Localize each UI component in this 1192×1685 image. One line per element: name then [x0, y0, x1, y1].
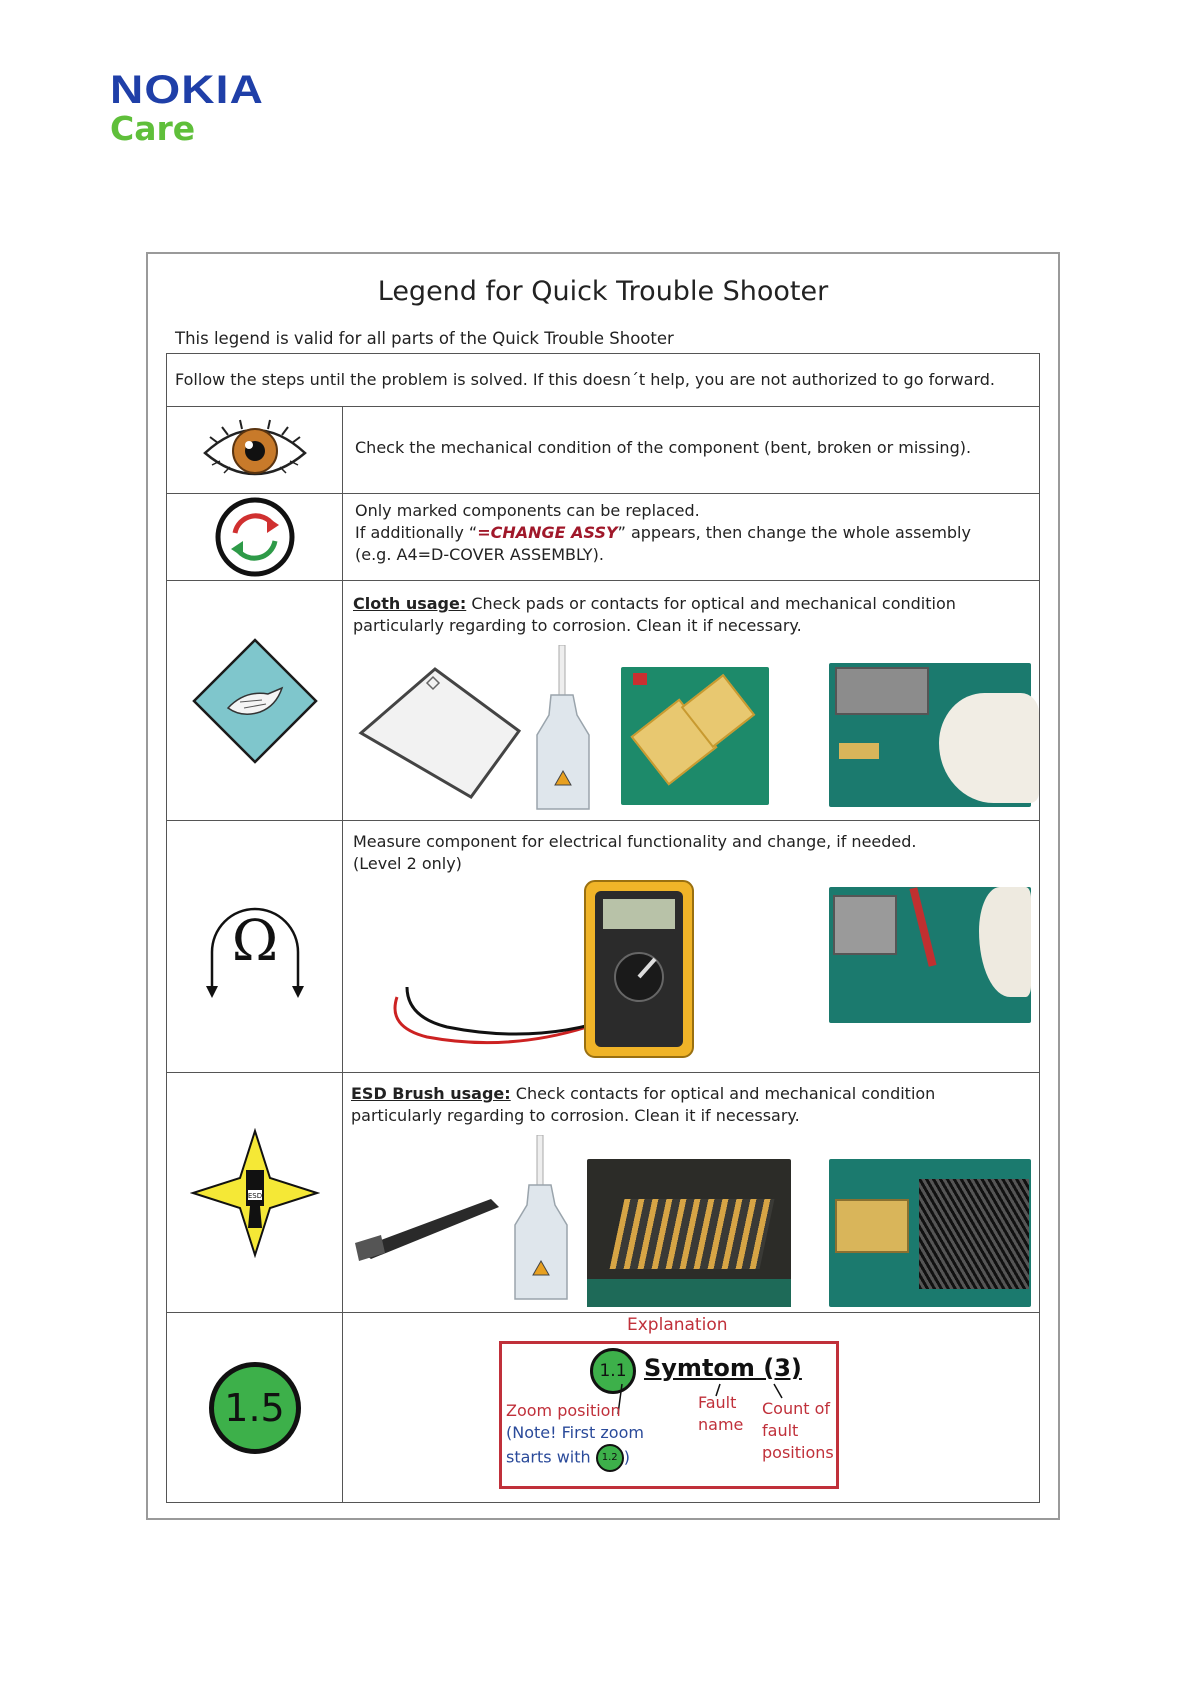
change-assy-label: =CHANGE ASSY [477, 523, 618, 542]
legend-row-esd-brush [167, 1072, 1039, 1312]
cleaning-bottle-photo-2 [511, 1135, 571, 1305]
count-label-1: Count of [762, 1399, 831, 1418]
legend-row-eye [167, 406, 1039, 493]
legend-row-measure [167, 820, 1039, 1072]
legend-row-cloth [167, 580, 1039, 820]
replace-line-3: (e.g. A4=D-COVER ASSEMBLY). [355, 545, 604, 564]
replace-line-2 [355, 522, 971, 544]
esd-brush-photo [351, 1193, 501, 1263]
measure-line-1: Measure component for electrical functionality and change, if needed. [353, 832, 917, 851]
pcb-probe-photo [829, 887, 1031, 1023]
replace-line-2-pre: If additionally “ [355, 523, 478, 542]
intro-text: Follow the steps until the problem is solved. If this doesn´t help, you are not authorized to go forward. [175, 370, 995, 389]
intro-row [167, 354, 1039, 406]
replace-line-1: Only marked components can be replaced. [355, 501, 700, 520]
esd-text: Check contacts for optical and mechanical condition [510, 1084, 936, 1103]
cloth-icon [167, 581, 343, 820]
zoom-badge-icon [167, 1313, 343, 1502]
legend-row-zoom [167, 1312, 1039, 1502]
cloth-line-2: particularly regarding to corrosion. Clean it if necessary. [353, 616, 802, 635]
pcb-brush-photo [829, 1159, 1031, 1307]
zoom-note: (Note! First zoom [506, 1423, 644, 1442]
connector-pins-photo [587, 1159, 791, 1307]
explanation-heading: Explanation [627, 1315, 728, 1335]
logo-brand: NOKIA [110, 68, 264, 112]
esd-badge: ESD [247, 1191, 262, 1200]
symptom-bubble: 1.1 [590, 1348, 636, 1394]
logo-sub: Care [110, 109, 196, 148]
cloth-photo [353, 661, 523, 801]
cloth-text: Check pads or contacts for optical and mechanical condition [466, 594, 956, 613]
zoom-note-2 [506, 1444, 644, 1472]
esd-line-1 [351, 1083, 935, 1105]
legend-row-replace [167, 493, 1039, 580]
count-label-2: fault [762, 1421, 799, 1440]
eye-row-text: Check the mechanical condition of the component (bent, broken or missing). [355, 438, 972, 457]
esd-line-2: particularly regarding to corrosion. Clean it if necessary. [351, 1106, 800, 1125]
symptom-title: Symtom (3) [644, 1354, 802, 1382]
legend-table [166, 353, 1040, 1503]
cloth-line-1 [353, 593, 956, 615]
zoom-note-close: ) [623, 1447, 630, 1467]
zoom-label: Zoom position [506, 1401, 621, 1420]
zoom-badge: 1.5 [209, 1362, 301, 1454]
esd-brush-icon [167, 1073, 343, 1312]
legend-valid-note: This legend is valid for all parts of the Quick Trouble Shooter [175, 329, 674, 348]
replace-icon [167, 494, 343, 580]
zoom-note-badge: 1.2 [596, 1444, 624, 1472]
pcb-pads-photo [621, 667, 769, 805]
nokia-care-logo [110, 68, 264, 148]
cleaning-bottle-photo [533, 645, 593, 815]
fault-label-1: Fault [698, 1393, 737, 1412]
esd-brush-label: ESD Brush usage: [351, 1084, 511, 1103]
cloth-usage-label: Cloth usage: [353, 594, 467, 613]
fault-label-2: name [698, 1415, 744, 1434]
legend-title: Legend for Quick Trouble Shooter [377, 276, 829, 307]
multimeter-photo [387, 877, 707, 1067]
count-label-3: positions [762, 1443, 834, 1462]
omega-symbol: Ω [231, 908, 278, 974]
replace-line-2-post: ” appears, then change the whole assembly [617, 523, 971, 542]
measure-line-2: (Level 2 only) [353, 854, 462, 873]
eye-icon [167, 407, 343, 493]
pcb-cloth-photo [829, 663, 1031, 807]
ohm-icon [167, 821, 343, 1072]
zoom-note-2-text: starts with [506, 1447, 596, 1467]
explanation-box [499, 1341, 839, 1489]
